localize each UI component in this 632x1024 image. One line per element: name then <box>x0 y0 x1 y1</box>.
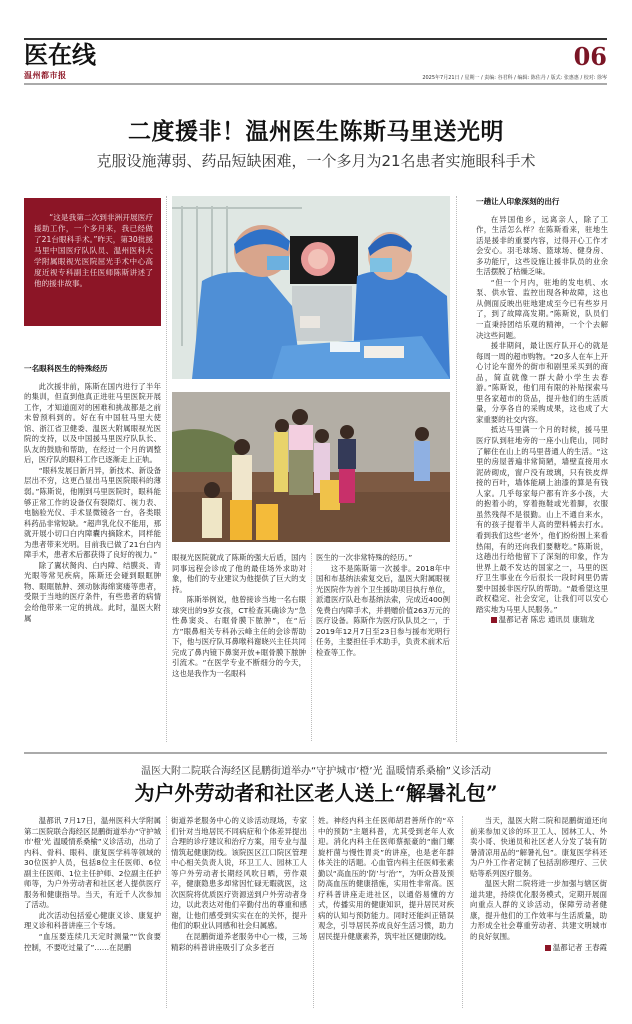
article1-column-2 <box>172 553 306 680</box>
article2-headline: 为户外劳动者和社区老人送上“解暑礼包” <box>134 781 498 805</box>
byline-text: 温都记者 陈忠 通讯员 康瑞龙 <box>498 615 595 625</box>
column-divider <box>166 816 167 1008</box>
page-number: 06 <box>573 42 607 71</box>
article2-column-1 <box>24 816 161 953</box>
pull-quote-text: “这是我第二次到非洲开展医疗援助工作，一个多月来，我已经做了21台眼科手术。”昨天，第30批援马里中国医疗队队员、温州医科大学附属眼视光医院屈光手术中心高度近视专科副主任医师陈斯讲述了他的援非故事。 <box>34 213 153 288</box>
paragraph: 医生的一次非常特殊的经历。” <box>316 553 413 562</box>
paragraph: 抵达马里满一个月的时候，援马里医疗队到驻地旁的一座小山爬山，同时了解住在山上的马里普通人的生活。“这里的房屋普遍非常简陋，墙壁直接用水泥砖砌成，窗户没有玻璃，只有铁皮焊接的百叶，墙体能刷上油漆的算是有钱人家。几乎每家每户都有许多小孩，大的抱着小的，穿着拖鞋或光着脚，衣服虽然残得不是很勤。山上不通自来水，有的孩子提着半人高的塑料桶去打水。看到我们这些‘老外’，他们纷纷围上来看热闹，有的还向我们要糖吃。”陈斯说，这趟出行给他留下了深刻的印象，作为世界上最不发达的国家之一，马里的医疗卫生事业在今后很长一段时间里仍需要中国援非医疗队的帮助。“最希望这里政权稳定、社会安定，让我们可以安心踏实地为马里人民服务。” <box>476 425 608 614</box>
surgery-photo <box>172 196 450 379</box>
byline-square-icon <box>545 945 551 951</box>
paragraph: 陈斯举例说，他曾接诊当地一名右眼球突出的9岁女孩，CT检查其确诊为“急性鼻窦炎、右眶骨膜下脓肿”，在“后方”眼鼻相关专科孙云峰主任的会诊帮助下，他与医疗队耳鼻喉科谢晓兴主任共同完成了鼻内镜下鼻窦开放+眶骨膜下脓肿引流术。“在医学专业不断细分的今天，这也是我作为一名眼科 <box>172 595 306 679</box>
children-scene-icon <box>172 392 450 542</box>
article1-headline: 二度援非！温州医生陈斯马里送光明 <box>128 118 504 145</box>
dateline: 2025年7月21日 / 星期一 / 责编: 谷君科 / 编辑: 陈佐丹 / 版式: 张惠惠 / 校对: 徐岑 <box>422 75 607 81</box>
paragraph: 温都讯 7月17日，温州医科大学附属第二医院联合海经区昆鹏街道举办“守护城市‘橙’光 温暖情系桑榆”义诊活动，出动了内科、骨科、眼科、康复医学科等领域的30位医护人员，包括8位主任医师、6位副主任医师、1位主任护师、2位副主任护师等，为户外劳动者和社区老人提供医疗服务和健康指导。当天，有近千人次参加了活动。 <box>24 816 161 910</box>
section-heading: 一趟让人印象深刻的出行 <box>476 197 560 206</box>
paragraph: 除了翼状胬肉、白内障、结膜炎、青光眼等常见疾病，陈斯还会碰到眼眶肿物、眼眶脓肿、颈动脉海绵窦瘘等患者，受限于当地的医疗条件，有些患者的病情会给他带来一定的挑战。此时，温医大附属 <box>24 560 161 623</box>
paragraph: 援非期间，最让医疗队开心的就是每周一周的超市购物。“20多人在车上开心讨论车窗外的街市和剧里采买到的商品，简直就像一群大龄小学生去春游。”陈斯说，他们用有限的补贴探索马里各家超市的货品，提升他们的生活质量，分享各自的采购成果，这也成了大家重要的社交内容。 <box>476 341 608 424</box>
paragraph: “血压要连续几天定时测量”“饮食要控制，不要吃过量了”……在昆鹏 <box>24 932 161 952</box>
column-divider <box>462 816 463 1008</box>
paragraph: 此次活动包括爱心健康义诊、康复护理义诊和科普讲座三个专场。 <box>24 910 161 931</box>
article2-column-3 <box>318 816 454 943</box>
paragraph: 此次援非前，陈斯在国内进行了半年的集训，但直到他真正进驻马里医院开展工作，才知道面对的困难和挑战都是之前未曾预料到的。好在有中国驻马里大使馆、浙江省卫健委、温医大附属眼视光医院的支持，以及中国援马里医疗队队长、队友的鼓励和帮助，在经过一个月的调整后，医疗队的眼科工作已逐渐走上正轨。 <box>24 381 161 465</box>
section-title: 医在线 <box>24 40 96 69</box>
paragraph: “但一个月内，驻地的发电机、水泵、供水管、监控出现各种故障，这也从侧面反映出驻地建成至今已有些岁月了，到了故障高发期。”陈斯说，队员们一直秉持团结乐观的精神，一个个去解决这些问题。 <box>476 277 608 340</box>
byline-square-icon <box>491 617 497 623</box>
article2-kicker: 温医大附二院联合海经区昆鹏街道举办“守护城市‘橙’光 温暖情系桑榆”义诊活动 <box>141 766 491 777</box>
pull-quote-box <box>24 198 161 326</box>
article1-column-3 <box>316 553 450 658</box>
paragraph: 温医大附二院将进一步加强与辖区街道共建，持续优化服务模式，定期开展面向重点人群的义诊活动，保障劳动者健康，提升他们的工作效率与生活质量，助力形成全社会尊重劳动者、共建文明城市的良好氛围。 <box>470 879 607 942</box>
paper-name: 温州都市报 <box>24 70 67 80</box>
section-heading: 一名眼科医生的特殊经历 <box>24 364 108 373</box>
article1-column-4 <box>476 197 608 626</box>
byline <box>476 615 608 626</box>
article-separator-rule <box>24 752 607 754</box>
article2-column-4 <box>470 816 607 953</box>
masthead-bottom-rule <box>24 83 607 85</box>
surgery-scene-icon <box>172 196 450 379</box>
paragraph: 街道养老服务中心的义诊活动现场，专家们针对当地居民不同病症和个体差异提出合理的诊疗建议和治疗方案，用专业与温情筑起健康防线。该院医区江口院区管理中心相关负责人说，环卫工人、园林工人等户外劳动者长期经风吹日晒，劳作艰辛，健康隐患多却常因忙碌无暇就医，这次医院将优质医疗资源送到户外劳动者身边，以此表达对他们辛勤付出的尊重和感谢，让他们感受到实实在在的关怀，提升他们的职业认同感和社会归属感。 <box>171 816 307 931</box>
paragraph: 在异国他乡，远离亲人，除了工作，生活怎么样？在陈斯看来，驻地生活是援非的重要内容，过得开心工作才会安心。羽毛球场、篮球场、健身房、多功能厅，这些设施让援非队员的业余生活摆脱了枯燥乏味。 <box>476 214 608 277</box>
article2-column-2 <box>171 816 307 953</box>
column-divider <box>456 196 457 742</box>
article1-subhead: 克服设施薄弱、药品短缺困难，一个多月为21名患者实施眼科手术 <box>96 152 536 170</box>
byline-text: 温都记者 王春霞 <box>552 942 607 952</box>
column-divider <box>313 816 314 1008</box>
byline <box>470 943 607 954</box>
children-water-photo <box>172 392 450 542</box>
paragraph: 这不是陈斯第一次援非。2018年中国和布基纳法索复交后，温医大附属眼视光医院作为首个卫生援助项目执行单位，派遣医疗队赴布基纳法索，完成近400例免费白内障手术，并捐赠价值263万元的医疗设备。陈斯作为医疗队队员之一，于2019年12月7日至23日参与援布光明行任务，主要担任手术助手，负责术前术后检查等工作。 <box>316 563 450 657</box>
paragraph: “眼科发展日新月异，新技术、新设备层出不穷，这更凸显出马里医院眼科的薄弱。”陈斯说，他刚到马里医院时，眼科能够正常工作的设备仅有裂隙灯、视力表、电脑验光仪、手术显微镜各一台，各类眼科药品非常短缺。“超声乳化仪不能用，那就开展小切口白内障囊内摘除术，同样能为患者带来光明。目前我已做了21台白内障手术，患者术后都获得了良好的视力。” <box>24 465 161 560</box>
paragraph: 眼视光医院就成了陈斯的强大后盾，国内同事远程会诊成了他的最佳场外求助对象，他们的专业建议为他提供了巨大的支持。 <box>172 553 306 594</box>
masthead-top-rule <box>24 38 607 40</box>
paragraph: 在昆鹏街道养老服务中心一楼，三场精彩的科普讲座吸引了众多老百 <box>171 932 307 952</box>
column-divider <box>311 553 312 741</box>
paragraph: 姓。神经内科主任医师胡君善所作的“卒中的预防”主题科普，尤其受到老年人欢迎。消化内科主任医师蔡振豪的“幽门螺旋杆菌与慢性胃炎”的讲座，也是老年群体关注的话题。心血管内科主任医师张素勤以“高血压的‘防’与‘治’”，为听众普及预防高血压的健康措施，实用性非常高。医疗科普讲座走进社区，以通俗易懂的方式，传播实用的健康知识，提升居民对疾病的认知与预防能力。同时还能纠正错误观念，引导居民养成良好生活习惯，助力居民提升健康素养，筑牢社区健康防线。 <box>318 816 454 942</box>
paragraph: 当天，温医大附二院和昆鹏街道还向前来参加义诊的环卫工人、园林工人、外卖小哥、快递员和社区老人分发了装有防暑清凉用品的“解暑礼包”。康复医学科还为户外工作者定制了包括刮痧理疗、三伏贴等系列医疗服务。 <box>470 816 607 878</box>
column-divider <box>166 196 167 742</box>
article1-column-1 <box>24 364 161 624</box>
